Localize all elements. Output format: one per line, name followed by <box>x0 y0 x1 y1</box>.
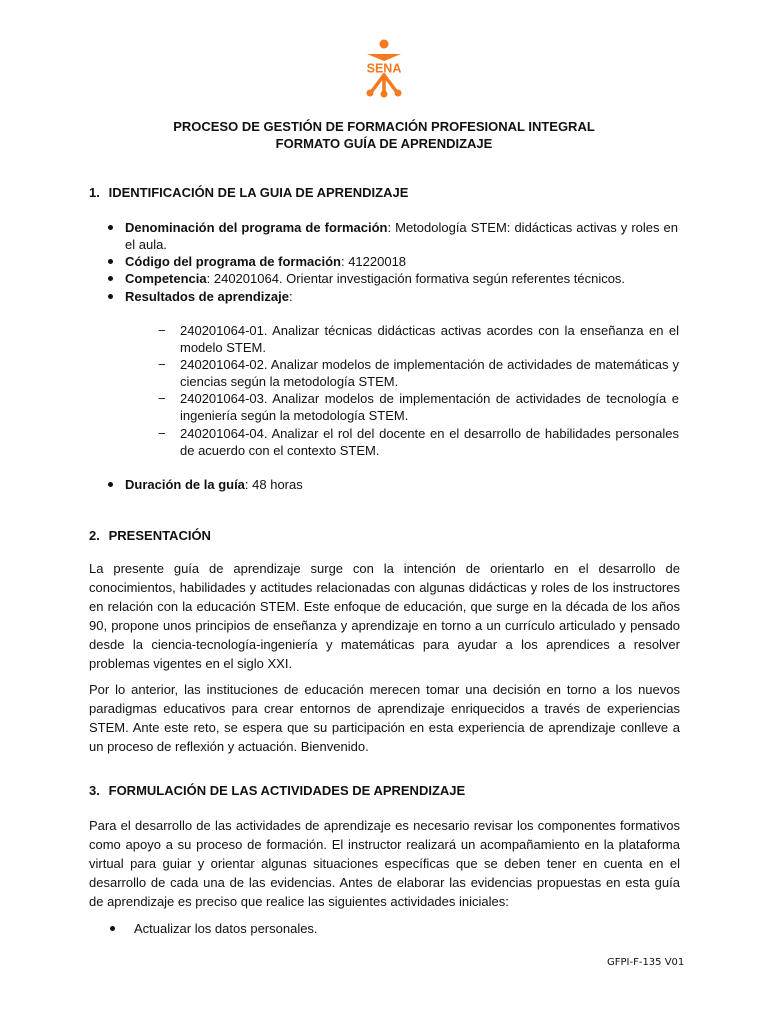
dash-icon: − <box>158 426 166 441</box>
sena-logo <box>354 38 414 98</box>
section2-number: 2. <box>89 528 100 543</box>
program-code-value: : 41220018 <box>340 254 407 269</box>
bullet-icon <box>108 482 113 487</box>
presentation-paragraph-1: La presente guía de aprendizaje surge con la intención de orientarlo en el desarrollo de conocimientos, habilidades y actitudes relacionadas con algunas didácticas y roles de los instructores en relación con la educación STEM. Este enfoque de educación, que surge en la década de los años 90, propone unos principios de enseñanza y aprendizaje en torno a un currículo articulado y pensado desde la ciencia-tecnología-ingeniería y matemáticas para ayudar a los aprendices a resolver problemas vigentes en el siglo XXI. <box>89 561 680 671</box>
form-code: GFPI-F-135 V01 <box>607 957 685 968</box>
section1-heading <box>89 184 408 201</box>
program-name-label: Denominación del programa de formación <box>125 220 388 235</box>
bullet-icon <box>110 926 115 931</box>
dash-icon: − <box>158 391 166 406</box>
program-code-label: Código del programa de formación <box>125 254 341 269</box>
activities-paragraph: Para el desarrollo de las actividades de aprendizaje es necesario revisar los componentes formativos como apoyo a su proceso de formación. El instructor realizará un acompañamiento en la plataforma virtual para guiar y orientar algunas situaciones específicas que se deben tener en cuenta en el desarrollo de cada una de las evidencias. Antes de elaborar las evidencias propuestas en esta guía de aprendizaje es preciso que realice las siguientes actividades iniciales: <box>89 818 680 909</box>
result-text: 240201064-03. Analizar modelos de implementación de actividades de tecnología e ingeniería según la metodología STEM. <box>180 391 679 423</box>
bullet-icon <box>108 276 113 281</box>
activity-text: Actualizar los datos personales. <box>134 921 318 936</box>
result-text: 240201064-04. Analizar el rol del docente en el desarrollo de habilidades personales de acuerdo con el contexto STEM. <box>180 426 679 458</box>
dash-icon: − <box>158 323 166 338</box>
competence-value: : 240201064. Orientar investigación formativa según referentes técnicos. <box>206 271 626 286</box>
document-title-line1: PROCESO DE GESTIÓN DE FORMACIÓN PROFESIONAL INTEGRAL <box>173 119 595 134</box>
sena-logo-text: SENA <box>366 61 402 76</box>
dash-icon: − <box>158 357 166 372</box>
competence-label: Competencia <box>125 271 207 286</box>
section1-number: 1. <box>89 185 100 200</box>
presentation-paragraph-2: Por lo anterior, las instituciones de educación merecen tomar una decisión en torno a los nuevos paradigmas educativos para crear entornos de aprendizaje enriquecidos a través de experiencias STEM. Ante este reto, se espera que su participación en esta experiencia de aprendizaje conlleve a un proceso de reflexión y actuación. Bienvenido. <box>89 682 680 754</box>
bullet-icon <box>108 294 113 299</box>
learning-results-value: : <box>289 289 293 304</box>
program-name-value: : Metodología STEM: didácticas activas y roles en el aula. <box>125 220 678 252</box>
bullet-icon <box>108 259 113 264</box>
learning-results-label: Resultados de aprendizaje <box>125 289 289 304</box>
result-text: 240201064-01. Analizar técnicas didácticas activas acordes con la enseñanza en el modelo STEM. <box>180 323 679 355</box>
section3-title: FORMULACIÓN DE LAS ACTIVIDADES DE APRENDIZAJE <box>108 783 466 798</box>
result-text: 240201064-02. Analizar modelos de implementación de actividades de matemáticas y ciencias según la metodología STEM. <box>180 357 679 389</box>
section3-number: 3. <box>89 783 100 798</box>
section1-title: IDENTIFICACIÓN DE LA GUIA DE APRENDIZAJE <box>108 185 409 200</box>
duration-value: : 48 horas <box>244 477 303 492</box>
document-title-line2: FORMATO GUÍA DE APRENDIZAJE <box>275 136 493 151</box>
section2-heading <box>89 527 211 544</box>
bullet-icon <box>108 225 113 230</box>
duration-label: Duración de la guía <box>125 477 245 492</box>
section3-heading <box>89 782 465 799</box>
section2-title: PRESENTACIÓN <box>108 528 211 543</box>
